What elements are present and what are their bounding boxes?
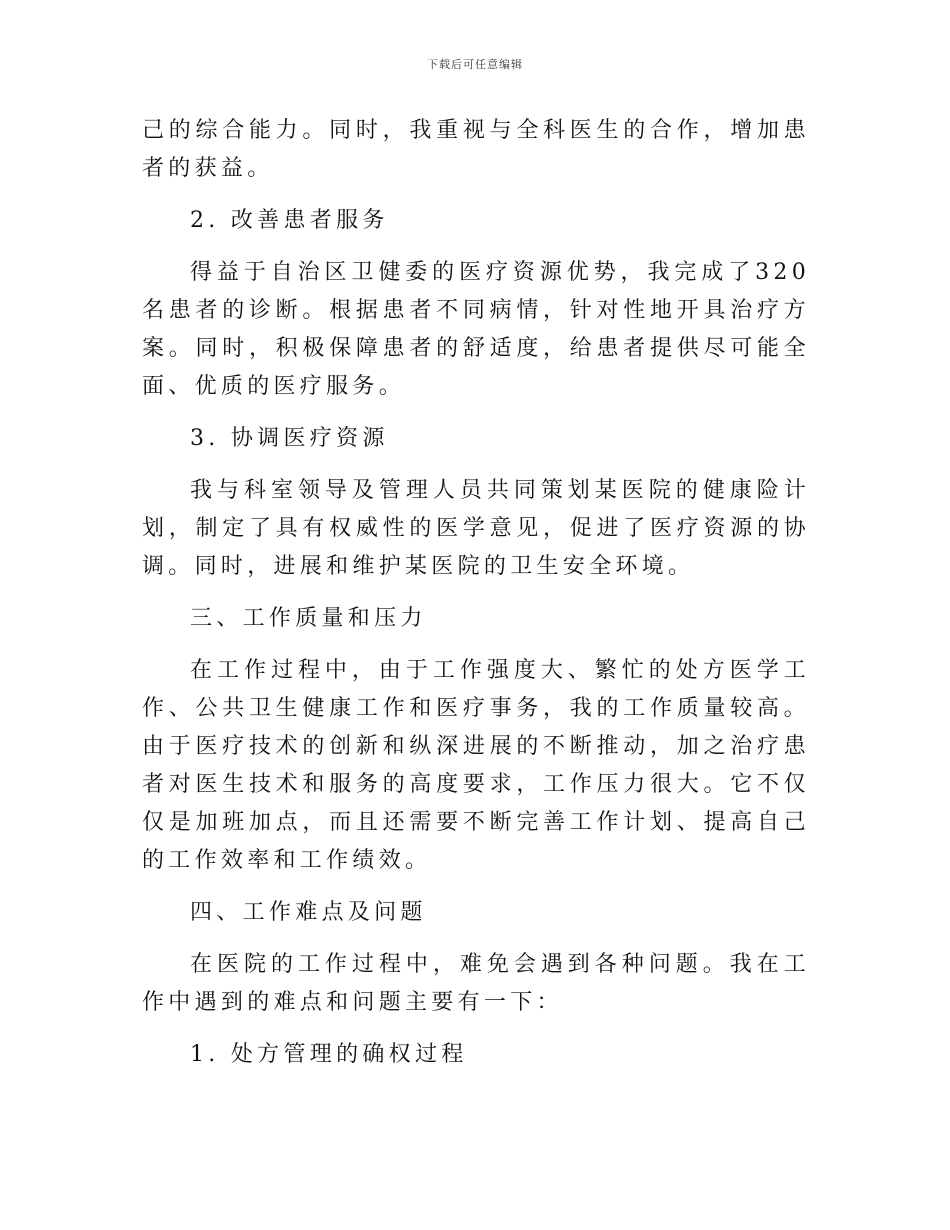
- section-heading-improve-service: 2. 改善患者服务: [190, 208, 389, 233]
- section-heading-quality-pressure: 三、工作质量和压力: [190, 606, 427, 631]
- paragraph-continuation: 己的综合能力。同时，我重视与全科医生的合作，增加患者的获益。: [142, 118, 810, 181]
- document-body: [142, 112, 810, 1088]
- section-heading-prescription-management: 1. 处方管理的确权过程: [190, 1042, 468, 1067]
- page-header: 下载后可任意编辑: [427, 58, 523, 71]
- paragraph-service: 得益于自治区卫健委的医疗资源优势，我完成了320名患者的诊断。根据患者不同病情，针对性地开具治疗方案。同时，积极保障患者的舒适度，给患者提供尽可能全面、优质的医疗服务。: [142, 260, 810, 399]
- section-heading-coordinate-resources: 3. 协调医疗资源: [190, 426, 389, 451]
- section-heading-difficulties: 四、工作难点及问题: [190, 900, 427, 925]
- paragraph-difficulties: 在医院的工作过程中，难免会遇到各种问题。我在工作中遇到的难点和问题主要有一下：: [142, 952, 810, 1015]
- paragraph-resources: 我与科室领导及管理人员共同策划某医院的健康险计划，制定了具有权威性的医学意见，促进了医疗资源的协调。同时，进展和维护某医院的卫生安全环境。: [142, 478, 810, 579]
- paragraph-quality-pressure: 在工作过程中，由于工作强度大、繁忙的处方医学工作、公共卫生健康工作和医疗事务，我的工作质量较高。由于医疗技术的创新和纵深进展的不断推动，加之治疗患者对医生技术和服务的高度要求，工作压力很大。它不仅仅是加班加点，而且还需要不断完善工作计划、提高自己的工作效率和工作绩效。: [142, 658, 810, 873]
